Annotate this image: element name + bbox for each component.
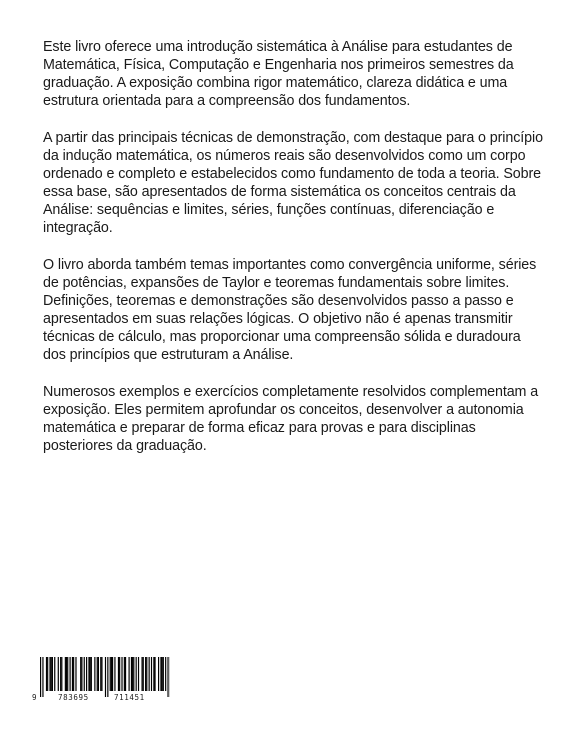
barcode-bar — [110, 657, 111, 691]
barcode-bar — [84, 657, 85, 691]
book-description — [43, 38, 543, 474]
barcode-bar — [47, 657, 48, 691]
barcode-bar — [107, 657, 108, 697]
description-paragraph-3: O livro aborda também temas importantes como convergência uniforme, séries de potências, expansões de Taylor e teoremas fundamentais sobre limites. Definições, teoremas e demonstrações são desenvolvidos passo a passo e apresentados em suas relações lógicas. O objetivo não é apenas transmitir técnicas de cálculo, mas proporcionar uma compreensão sólida e duradoura dos princípios que estruturam a Análise. — [43, 257, 537, 363]
barcode-bar — [81, 657, 82, 691]
barcode-bar — [88, 657, 89, 691]
barcode-bar — [146, 657, 147, 691]
barcode-bar — [54, 657, 55, 691]
barcode-bar — [118, 657, 119, 691]
barcode-bar — [119, 657, 120, 691]
barcode-bar — [153, 657, 154, 691]
barcode-bar — [149, 657, 150, 691]
barcode-bar — [49, 657, 50, 691]
barcode-bar — [51, 657, 52, 691]
barcode-bar — [73, 657, 74, 691]
barcode-bar — [143, 657, 144, 691]
barcode-bar — [124, 657, 125, 691]
barcode-bar — [154, 657, 155, 691]
barcode-bar — [42, 657, 43, 697]
barcode-bar — [72, 657, 73, 691]
barcode-bar — [66, 657, 67, 691]
barcode-bar — [61, 657, 62, 691]
barcode-bar — [160, 657, 161, 691]
barcode-bar — [46, 657, 47, 691]
barcode-bar — [163, 657, 164, 691]
barcode-bar — [40, 657, 41, 697]
description-paragraph-1: Este livro oferece uma introdução sistemática à Análise para estudantes de Matemática, Física, Computação e Engenharia nos primeiros semestres da graduação. A exposição combina rigor matemático, clareza didática e uma estrutura orientada para a compreensão dos fundamentos. — [43, 39, 514, 109]
barcode-bar — [70, 657, 71, 691]
barcode-bar — [162, 657, 163, 691]
barcode-bar — [58, 657, 59, 691]
barcode-bar — [86, 657, 87, 691]
barcode-bar — [80, 657, 81, 691]
barcode-bar — [91, 657, 92, 691]
barcode-bar — [67, 657, 68, 691]
barcode-bar — [97, 657, 98, 691]
barcode-bar — [94, 657, 95, 691]
barcode-bar — [138, 657, 139, 691]
barcode-bar — [121, 657, 122, 691]
barcode-right-group: 711451 — [114, 693, 145, 702]
isbn-barcode — [30, 657, 170, 709]
barcode-digits — [30, 693, 170, 707]
barcode-first-digit: 9 — [32, 693, 37, 702]
barcode-bar — [90, 657, 91, 691]
barcode-bar — [101, 657, 102, 691]
barcode-bar — [75, 657, 76, 691]
barcode-bar — [132, 657, 133, 691]
barcode-bar — [167, 657, 168, 697]
barcode-bar — [141, 657, 142, 691]
barcode-left-group: 783695 — [58, 693, 89, 702]
description-paragraph-2: A partir das principais técnicas de demonstração, com destaque para o princípio da indução matemática, os números reais são desenvolvidos como um corpo ordenado e completo e estabelecidos como fundamento de toda a teoria. Sobre essa base, são apresentados de forma sistemática os conceitos centrais da Análise: sequências e limites, séries, funções contínuas, diferenciação e integração. — [43, 130, 543, 236]
barcode-bar — [100, 657, 101, 691]
barcode-bar — [98, 657, 99, 691]
barcode-bar — [125, 657, 126, 691]
barcode-bar — [114, 657, 115, 691]
barcode-bar — [105, 657, 106, 697]
barcode-bar — [65, 657, 66, 691]
barcode-bar — [129, 657, 130, 691]
barcode-bar — [145, 657, 146, 691]
barcode-bar — [112, 657, 113, 691]
barcode-bar — [133, 657, 134, 691]
barcode-bar — [165, 657, 166, 691]
barcode-bar — [111, 657, 112, 691]
barcode-bar — [131, 657, 132, 691]
barcode-bar — [136, 657, 137, 691]
barcode-bar — [60, 657, 61, 691]
barcode-bars-icon — [30, 657, 170, 697]
description-paragraph-4: Numerosos exemplos e exercícios completamente resolvidos complementam a exposição. Eles permitem aprofundar os conceitos, desenvolver a autonomia matemática e preparar de forma eficaz para provas e para disciplinas posteriores da graduação. — [43, 384, 539, 454]
barcode-bar — [151, 657, 152, 691]
barcode-bar — [52, 657, 53, 691]
barcode-bar — [158, 657, 159, 691]
